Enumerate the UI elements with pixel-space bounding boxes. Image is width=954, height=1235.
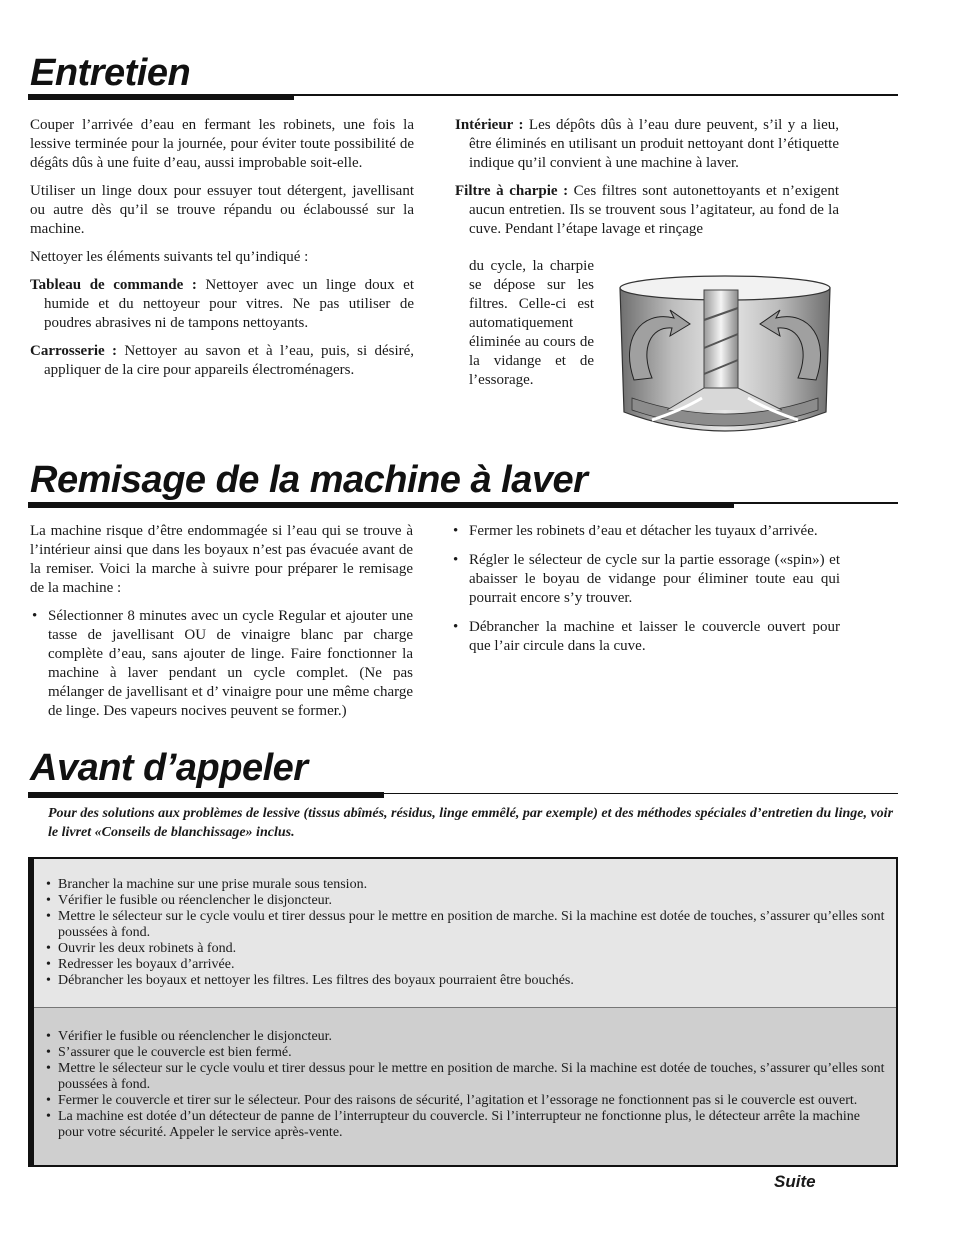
heading-remisage: Remisage de la machine à laver xyxy=(30,459,588,501)
list-item: • La machine est dotée d’un détecteur de panne de l’interrupteur du couvercle. Si l’interrupteur ne fonctionne plus, le détecteur arrête la machine pour votre sécurité. Appeler le service après-vente. xyxy=(46,1109,886,1141)
list-item: • Mettre le sélecteur sur le cycle voulu et tirer dessus pour le mettre en position de marche. Si la machine est dotée de touches, s’assurer qu’elles sont poussées à fond. xyxy=(46,1061,886,1093)
suite-label: Suite xyxy=(774,1172,816,1191)
remisage-right-column xyxy=(451,522,840,666)
troubleshooting-panel-2 xyxy=(34,1008,896,1165)
list-item: • Débrancher les boyaux et nettoyer les filtres. Les filtres des boyaux pourraient être bouchés. xyxy=(46,973,886,989)
heading-rule-thin xyxy=(28,793,898,794)
filtre-a-charpie-item xyxy=(455,182,839,239)
list-item: • Fermer le couvercle et tirer sur le sélecteur. Pour des raisons de sécurité, l’agitation et l’essorage ne fonctionnent pas si le couvercle est ouvert. xyxy=(46,1093,886,1109)
avant-intro-text: Pour des solutions aux problèmes de lessive (tissus abîmés, résidus, linge emmêlé, par exemple) et des méthodes spéciales d’entretien du linge, voir le livret «Conseils de blanchissage» inclus. xyxy=(48,806,894,840)
troubleshooting-panel-1 xyxy=(34,859,896,1008)
heading-rule-thin xyxy=(28,94,898,96)
item-text: Nettoyer avec un linge doux et humide et du nettoyeur pour vitres. Ne pas utiliser de poudres abrasives ni de tampons nettoyants. xyxy=(44,277,414,331)
item-label: Filtre à charpie : xyxy=(455,183,569,199)
heading-entretien: Entretien xyxy=(30,52,191,94)
paragraph: La machine risque d’être endommagée si l’eau qui se trouve à l’intérieur ainsi que dans les boyaux n’est pas évacuée avant de la remiser. Voici la marche à suivre pour préparer le remisage de la machine : xyxy=(30,523,413,596)
bullet-list xyxy=(451,522,840,656)
troubleshooting-box xyxy=(28,857,898,1167)
list-item: • Débrancher la machine et laisser le couvercle ouvert pour que l’air circule dans la cuve. xyxy=(451,618,840,656)
washer-tub-illustration xyxy=(612,270,838,442)
heading-avant-dappeler: Avant d’appeler xyxy=(30,747,308,789)
tableau-de-commande-item xyxy=(30,276,414,333)
heading-rule-thin xyxy=(28,502,898,504)
list-item: • Régler le sélecteur de cycle sur la partie essorage («spin») et abaisser le boyau de vidange pour éliminer toute eau qui pourrait encore s’y trouver. xyxy=(451,551,840,608)
list-item: • Ouvrir les deux robinets à fond. xyxy=(46,941,886,957)
interieur-item xyxy=(455,116,839,173)
bullet-list xyxy=(46,1029,886,1141)
list-item: • Fermer les robinets d’eau et détacher les tuyaux d’arrivée. xyxy=(451,522,840,541)
bullet-list xyxy=(46,877,886,989)
paragraph: Utiliser un linge doux pour essuyer tout détergent, javellisant ou autre dès qu’il se trouve répandu ou éclaboussé sur la machine. xyxy=(30,183,414,237)
item-label: Carrosserie : xyxy=(30,343,118,359)
item-text: Ces filtres sont autonettoyants et n’exigent aucun entretien. Ils se trouvent sous l’agitateur, au fond de la cuve. Pendant l’étape lavage et rinçage xyxy=(469,183,839,237)
entretien-right-column xyxy=(455,116,839,239)
list-item: • Sélectionner 8 minutes avec un cycle Regular et ajouter une tasse de javellisant OU de vinaigre blanc par charge complète d’eau, sans ajouter de linge. Faire fonctionner la machine à laver pendant un cycle complet. (Ne pas mélanger de javellisant et d’ vinaigre pour une même charge de linge. Des vapeurs nocives peuvent se former.) xyxy=(30,607,413,721)
list-item: • S’assurer que le couvercle est bien fermé. xyxy=(46,1045,886,1061)
item-label: Tableau de commande : xyxy=(30,277,197,293)
bullet-list xyxy=(30,607,413,721)
filtre-continuation: du cycle, la charpie se dépose sur les filtres. Celle-ci est automatiquement éliminée au cours de la vidange et de l’essorage. xyxy=(469,258,594,388)
list-item: • Mettre le sélecteur sur le cycle voulu et tirer dessus pour le mettre en position de marche. Si la machine est dotée de touches, s’assurer qu’elles sont poussées à fond. xyxy=(46,909,886,941)
remisage-left-column xyxy=(30,522,413,731)
item-text: Les dépôts dûs à l’eau dure peuvent, s’il y a lieu, être éliminés en utilisant un produit nettoyant dont l’étiquette indique qu’il convient à une machine à laver. xyxy=(469,117,840,171)
carrosserie-item xyxy=(30,342,414,380)
paragraph: Couper l’arrivée d’eau en fermant les robinets, une fois la lessive terminée pour la journée, pour éviter toute possibilité de dégâts dûs à une fuite d’eau, aussi improbable soit-elle. xyxy=(30,117,414,171)
list-item: • Vérifier le fusible ou réenclencher le disjoncteur. xyxy=(46,893,886,909)
entretien-left-column xyxy=(30,116,414,389)
paragraph: Nettoyer les éléments suivants tel qu’indiqué : xyxy=(30,249,309,265)
list-item: • Redresser les boyaux d’arrivée. xyxy=(46,957,886,973)
list-item: • Brancher la machine sur une prise murale sous tension. xyxy=(46,877,886,893)
list-item: • Vérifier le fusible ou réenclencher le disjoncteur. xyxy=(46,1029,886,1045)
item-label: Intérieur : xyxy=(455,117,524,133)
item-text: Nettoyer au savon et à l’eau, puis, si désiré, appliquer de la cire pour appareils électroménagers. xyxy=(44,343,415,378)
